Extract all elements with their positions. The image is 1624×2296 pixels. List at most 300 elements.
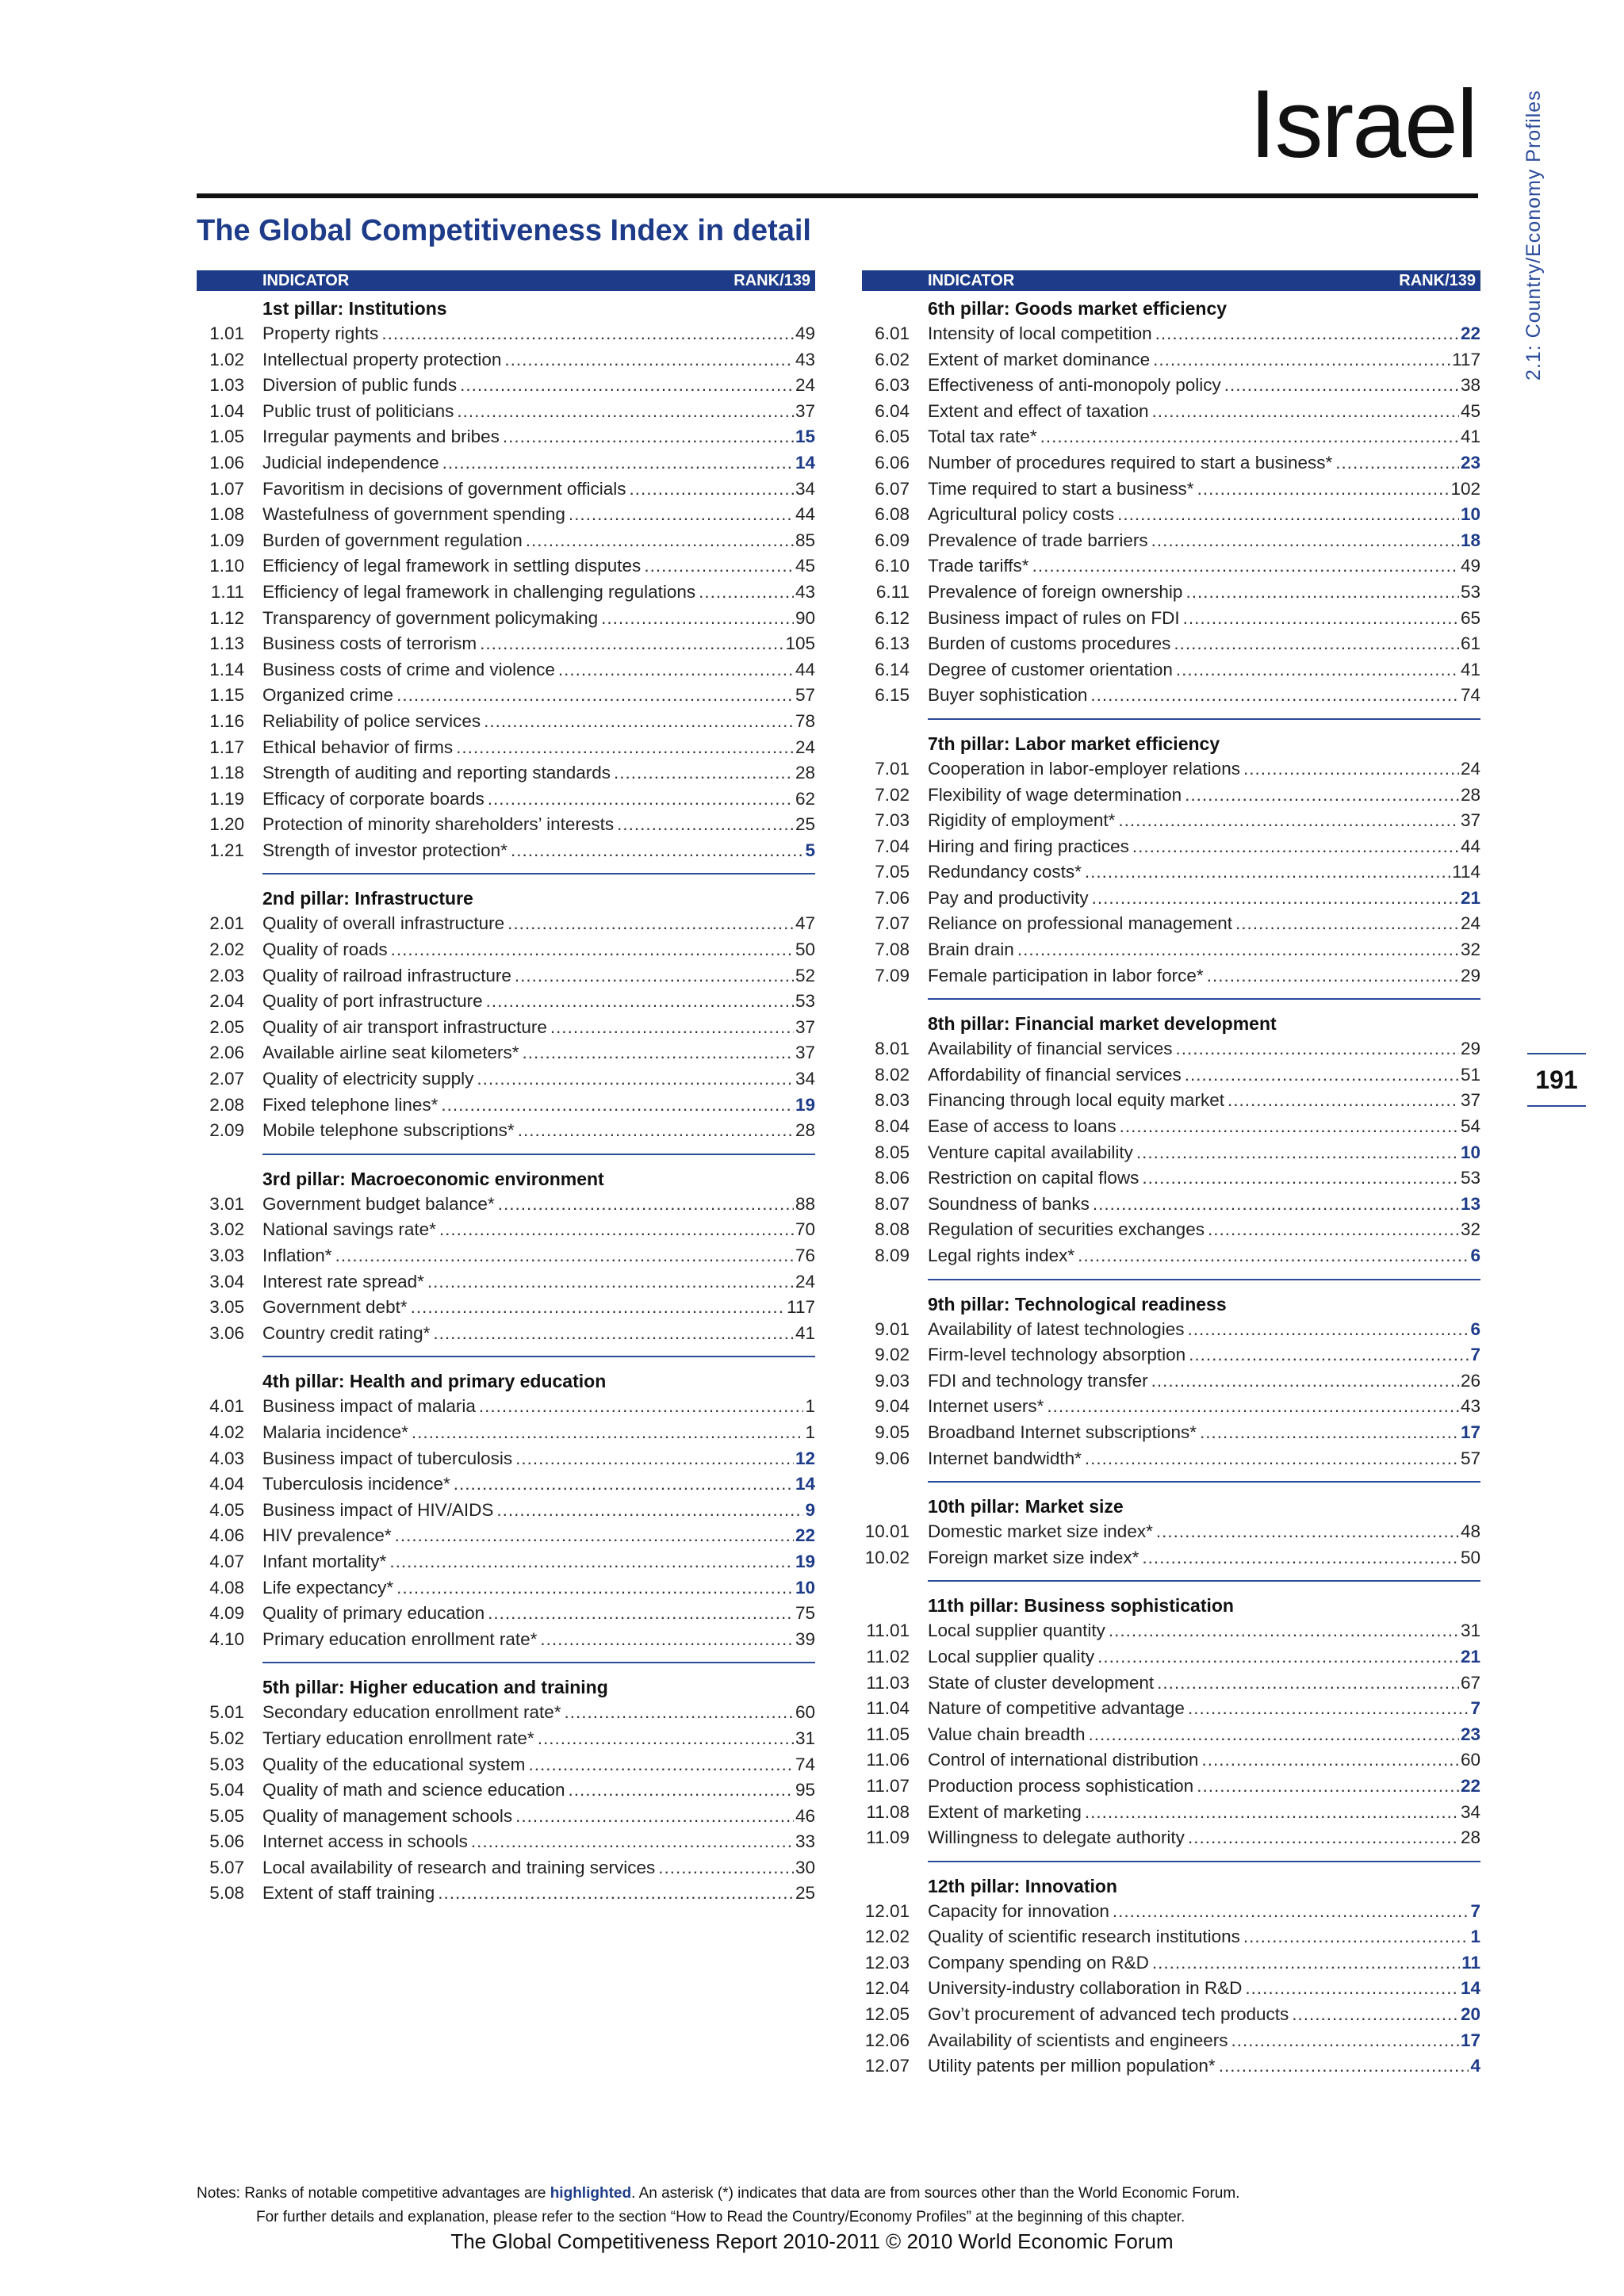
indicator-label: Government budget balance* [262, 1193, 495, 1214]
indicator-number: 3.01 [209, 1193, 244, 1214]
indicator-row [875, 963, 1480, 989]
indicator-number: 6.03 [875, 375, 910, 396]
indicator-row [864, 1545, 1480, 1571]
indicator-row [875, 1420, 1480, 1446]
dot-leader [1151, 1368, 1459, 1395]
indicator-row [209, 399, 815, 425]
indicator-row [209, 1471, 815, 1498]
indicator-number: 1.02 [209, 349, 244, 369]
dot-leader [1292, 2002, 1459, 2028]
indicator-rank: 18 [1460, 530, 1480, 550]
country-name: Israel [1249, 70, 1477, 178]
indicator-rank: 30 [795, 1857, 815, 1877]
dot-leader [558, 657, 794, 683]
indicator-row [875, 1192, 1480, 1218]
indicator-label: Value chain breadth [928, 1724, 1086, 1744]
indicator-row [209, 1321, 815, 1347]
dot-leader [1085, 1800, 1459, 1826]
indicator-rank: 21 [1460, 887, 1480, 908]
indicator-rank: 23 [1460, 1724, 1480, 1744]
indicator-row [209, 321, 815, 347]
indicator-row [209, 1752, 815, 1778]
indicator-row [209, 1498, 815, 1524]
dot-leader [381, 321, 794, 347]
indicator-number: 7.07 [875, 913, 910, 934]
indicator-rank: 6 [1470, 1246, 1480, 1265]
indicator-rank: 45 [1460, 400, 1480, 421]
indicator-number: 8.03 [875, 1090, 910, 1111]
indicator-row [209, 812, 815, 838]
dot-leader [389, 1549, 794, 1575]
indicator-label: Local supplier quality [928, 1646, 1095, 1667]
indicator-row [209, 1627, 815, 1653]
dot-leader [1188, 1317, 1469, 1343]
indicator-label: Public trust of politicians [262, 400, 454, 421]
notes-line-1 [197, 2182, 1239, 2206]
indicator-row [209, 476, 815, 503]
indicator-rank: 37 [795, 1016, 815, 1037]
indicator-number: 2.08 [209, 1094, 244, 1115]
indicator-label: Government debt* [262, 1297, 408, 1318]
section-side-label: 2.1: Country/Economy Profiles [1522, 90, 1545, 381]
indicator-number: 1.07 [209, 478, 244, 499]
dot-leader [1188, 1696, 1469, 1722]
indicator-number: 5.01 [209, 1702, 244, 1723]
indicator-row [864, 2028, 1480, 2054]
indicator-row [209, 760, 815, 786]
indicator-number: 12.05 [864, 2004, 910, 2025]
indicator-rank: 1 [1470, 1927, 1480, 1947]
indicator-number: 12.02 [864, 1927, 910, 1947]
indicator-label: Irregular payments and bribes [262, 427, 500, 447]
dot-leader [1152, 1950, 1460, 1976]
dot-leader [441, 1093, 794, 1119]
indicator-label: Time required to start a business* [928, 478, 1194, 499]
indicator-number: 5.06 [209, 1831, 244, 1852]
indicator-label: Affordability of financial services [928, 1064, 1182, 1085]
indicator-rank: 57 [1460, 1448, 1480, 1468]
pillar-section [875, 1011, 1480, 1280]
indicator-rank: 6 [1470, 1318, 1480, 1339]
indicator-label: Pay and productivity [928, 887, 1089, 908]
indicator-label: Property rights [262, 323, 379, 343]
indicator-number: 4.07 [209, 1551, 244, 1571]
indicator-label: Life expectancy* [262, 1577, 394, 1598]
indicator-row [209, 1066, 815, 1093]
dot-leader [1092, 886, 1459, 912]
indicator-rank: 14 [795, 1474, 815, 1494]
dot-leader [1085, 1446, 1459, 1472]
right-table-body [862, 296, 1480, 2089]
indicator-number: 5.05 [209, 1805, 244, 1826]
indicator-label: Strength of auditing and reporting standards [262, 763, 611, 783]
indicator-rank: 17 [1460, 2030, 1480, 2050]
indicator-label: Quality of port infrastructure [262, 991, 483, 1012]
indicator-label: Favoritism in decisions of government officials [262, 478, 626, 499]
indicator-row [209, 1192, 815, 1218]
indicator-row [209, 1523, 815, 1549]
indicator-number: 4.08 [209, 1577, 244, 1598]
indicator-label: Strength of investor protection* [262, 840, 508, 860]
indicator-label: Regulation of securities exchanges [928, 1219, 1205, 1240]
indicator-row [864, 2053, 1480, 2080]
indicator-label: Internet access in schools [262, 1831, 468, 1852]
indicator-label: Quality of railroad infrastructure [262, 965, 511, 985]
indicator-rank: 10 [1460, 1142, 1480, 1162]
indicator-number: 11.05 [866, 1724, 910, 1744]
dot-leader [1151, 528, 1459, 554]
indicator-number: 6.04 [875, 400, 910, 421]
indicator-label: FDI and technology transfer [928, 1370, 1148, 1391]
indicator-row [875, 657, 1480, 683]
dot-leader [1185, 1062, 1459, 1089]
indicator-row [209, 989, 815, 1015]
indicator-number: 2.01 [209, 913, 244, 934]
indicator-label: Redundancy costs* [928, 862, 1082, 882]
indicator-number: 3.02 [209, 1219, 244, 1240]
notes-highlight-word: highlighted [550, 2185, 632, 2202]
indicator-row [210, 580, 815, 606]
dot-leader [1335, 450, 1459, 476]
indicator-row [875, 1140, 1480, 1166]
indicator-number: 11.02 [866, 1646, 910, 1667]
indicator-row [866, 1722, 1480, 1748]
indicator-label: Intensity of local competition [928, 323, 1152, 343]
indicator-number: 7.04 [875, 836, 910, 856]
page-number: 191 [1527, 1053, 1586, 1107]
indicator-rank: 7 [1470, 1345, 1480, 1365]
indicator-label: Number of procedures required to start a business* [928, 452, 1333, 473]
indicator-rank: 34 [795, 1069, 815, 1089]
indicator-number: 1.04 [209, 400, 244, 421]
indicator-number: 3.03 [209, 1246, 244, 1265]
indicator-number: 3.05 [209, 1297, 244, 1318]
indicator-rank: 38 [1460, 375, 1480, 396]
indicator-rank: 20 [1460, 2004, 1480, 2025]
pillar-title: 3rd pillar: Macroeconomic environment [262, 1168, 604, 1189]
indicator-label: Business impact of HIV/AIDS [262, 1499, 494, 1520]
indicator-label: Nature of competitive advantage [928, 1698, 1185, 1719]
dot-leader [617, 812, 794, 838]
indicator-rank: 14 [795, 452, 815, 473]
indicator-row [875, 756, 1480, 783]
indicator-number: 1.10 [209, 556, 244, 576]
indicator-label: Internet users* [928, 1396, 1044, 1417]
pillar-section [209, 1166, 815, 1358]
dot-leader [1090, 683, 1459, 709]
indicator-row [866, 1644, 1480, 1670]
dot-leader [427, 1269, 794, 1295]
indicator-label: Inflation* [262, 1246, 332, 1265]
indicator-number: 11.09 [866, 1827, 910, 1848]
indicator-number: 6.08 [875, 504, 910, 525]
indicator-number: 7.01 [875, 758, 910, 779]
dot-leader [1088, 1722, 1458, 1748]
indicator-rank: 46 [795, 1805, 815, 1826]
pillar-section [864, 1494, 1480, 1582]
indicator-row [209, 838, 815, 864]
indicator-number: 10.02 [864, 1547, 910, 1567]
indicator-number: 9.05 [875, 1422, 910, 1442]
indicator-number: 6.06 [875, 452, 910, 473]
indicator-rank: 88 [795, 1193, 815, 1214]
indicator-label: University-industry collaboration in R&D [928, 1978, 1243, 1999]
indicator-number: 8.01 [875, 1039, 910, 1059]
dot-leader [496, 1498, 803, 1524]
indicator-row [209, 631, 815, 657]
pillar-title: 5th pillar: Higher education and training [262, 1677, 608, 1698]
indicator-rank: 53 [795, 991, 815, 1012]
indicator-number: 6.15 [875, 685, 910, 706]
indicator-number: 1.21 [209, 840, 244, 860]
indicator-row [209, 1446, 815, 1472]
dot-leader [1078, 1243, 1469, 1269]
indicator-label: HIV prevalence* [262, 1525, 392, 1546]
dot-leader [1201, 1747, 1459, 1774]
pillar-section [209, 886, 815, 1154]
indicator-label: Transparency of government policymaking [262, 607, 599, 628]
dot-leader [391, 937, 794, 963]
indicator-number: 11.08 [866, 1801, 910, 1822]
indicator-number: 3.06 [209, 1322, 244, 1343]
dot-leader [1047, 1394, 1459, 1420]
indicator-label: Efficiency of legal framework in challenging regulations [262, 581, 696, 602]
dot-leader [538, 1726, 794, 1752]
indicator-number: 7.08 [875, 939, 910, 960]
indicator-rank: 44 [795, 659, 815, 679]
indicator-number: 9.01 [875, 1318, 910, 1339]
dot-leader [1228, 1088, 1459, 1114]
indicator-number: 1.09 [209, 530, 244, 550]
indicator-row [875, 1036, 1480, 1062]
indicator-number: 12.04 [864, 1978, 910, 1999]
column-header [862, 270, 1480, 291]
indicator-row [209, 1601, 815, 1627]
dot-leader [438, 1881, 794, 1907]
indicator-number: 1.14 [209, 659, 244, 679]
dot-leader [515, 1804, 794, 1830]
indicator-rank: 13 [1460, 1193, 1480, 1214]
indicator-rank: 37 [1460, 810, 1480, 831]
indicator-number: 7.06 [875, 887, 910, 908]
indicator-row [875, 1062, 1480, 1089]
indicator-label: Brain drain [928, 939, 1014, 960]
indicator-row [209, 1394, 815, 1420]
dot-leader [508, 911, 794, 937]
indicator-label: Flexibility of wage determination [928, 784, 1182, 805]
indicator-number: 11.07 [866, 1775, 910, 1796]
indicator-rank: 34 [795, 478, 815, 499]
indicator-number: 6.01 [875, 323, 910, 343]
pillar-section [875, 1292, 1480, 1483]
dot-leader [1243, 756, 1459, 783]
indicator-number: 1.19 [209, 788, 244, 809]
indicator-row [209, 786, 815, 813]
indicator-row [866, 1670, 1480, 1697]
indicator-label: Buyer sophistication [928, 685, 1088, 706]
indicator-row [209, 424, 815, 450]
indicator-number: 1.08 [209, 504, 244, 525]
indicator-rank: 57 [795, 685, 815, 706]
dot-leader [1156, 1519, 1459, 1545]
indicator-rank: 47 [795, 913, 815, 934]
dot-leader [1231, 2028, 1459, 2054]
indicator-row [866, 1825, 1480, 1851]
indicator-rank: 25 [795, 1883, 815, 1904]
indicator-label: Firm-level technology absorption [928, 1345, 1186, 1365]
indicator-row [875, 502, 1480, 528]
dot-leader [540, 1627, 794, 1653]
notes-rest: . An asterisk (*) indicates that data are from sources other than the World Economic Forum. [631, 2185, 1240, 2202]
pillar-title: 10th pillar: Market size [928, 1496, 1124, 1517]
indicator-number: 1.03 [209, 375, 244, 396]
notes [197, 2182, 1239, 2229]
indicator-row [209, 1829, 815, 1855]
indicator-row [209, 1243, 815, 1269]
indicator-label: Malaria incidence* [262, 1422, 408, 1442]
dot-leader [630, 476, 794, 503]
indicator-header: INDICATOR [928, 272, 1015, 289]
indicator-rank: 22 [1460, 323, 1480, 343]
footer: The Global Competitiveness Report 2010-2011 © 2010 World Economic Forum [450, 2229, 1174, 2253]
indicator-rank: 41 [1460, 659, 1480, 679]
dot-leader [523, 1040, 794, 1066]
indicator-number: 6.07 [875, 478, 910, 499]
indicator-label: Effectiveness of anti-monopoly policy [928, 375, 1221, 396]
dot-leader [1188, 1825, 1459, 1851]
indicator-label: Cooperation in labor-employer relations [928, 758, 1240, 779]
pillar-title: 4th pillar: Health and primary education [262, 1371, 607, 1392]
indicator-label: Gov’t procurement of advanced tech products [928, 2004, 1289, 2025]
pillar-section [209, 296, 815, 874]
indicator-label: Availability of scientists and engineers [928, 2030, 1228, 2050]
indicator-number: 2.07 [209, 1069, 244, 1089]
indicator-number: 5.02 [209, 1728, 244, 1748]
indicator-number: 12.01 [864, 1900, 910, 1921]
indicator-label: Prevalence of trade barriers [928, 530, 1148, 550]
indicator-row [875, 373, 1480, 399]
notes-line-2: For further details and explanation, please refer to the section “How to Read the Country/Economy Profiles” at the beginning of this chapter. [256, 2209, 1185, 2225]
indicator-row [864, 1976, 1480, 2002]
indicator-row [209, 1295, 815, 1321]
indicator-label: Trade tariffs* [928, 556, 1029, 576]
indicator-rank: 31 [795, 1728, 815, 1748]
indicator-row [875, 1317, 1480, 1343]
dot-leader [396, 1575, 794, 1601]
dot-leader [526, 528, 794, 554]
indicator-label: Intellectual property protection [262, 349, 502, 369]
indicator-label: Total tax rate* [928, 427, 1037, 447]
indicator-row [875, 1114, 1480, 1140]
indicator-row [875, 1243, 1480, 1269]
indicator-number: 12.07 [864, 2056, 910, 2076]
indicator-row [209, 937, 815, 963]
dot-leader [568, 1777, 793, 1804]
indicator-label: Legal rights index* [928, 1246, 1075, 1265]
indicator-label: Efficacy of corporate boards [262, 788, 485, 809]
pillar-title: 2nd pillar: Infrastructure [262, 888, 473, 909]
indicator-label: Secondary education enrollment rate* [262, 1702, 561, 1723]
pillar-title: 12th pillar: Innovation [928, 1875, 1117, 1896]
dot-leader [518, 1118, 794, 1144]
indicator-rank: 45 [795, 556, 815, 576]
indicator-label: Tertiary education enrollment rate* [262, 1728, 534, 1748]
dot-leader [1189, 1342, 1469, 1368]
indicator-rank: 24 [795, 737, 815, 757]
indicator-rank: 50 [795, 939, 815, 960]
indicator-number: 5.08 [209, 1883, 244, 1904]
indicator-label: Restriction on capital flows [928, 1168, 1139, 1188]
indicator-label: Diversion of public funds [262, 375, 458, 396]
indicator-rank: 44 [1460, 836, 1480, 856]
dot-leader [1197, 476, 1450, 503]
indicator-rank: 90 [795, 607, 815, 628]
indicator-label: Broadband Internet subscriptions* [928, 1422, 1197, 1442]
dot-leader [1152, 399, 1459, 425]
left-column [197, 270, 815, 1927]
indicator-rank: 17 [1460, 1422, 1480, 1442]
dot-leader [1174, 631, 1459, 657]
indicator-rank: 60 [1460, 1750, 1480, 1770]
indicator-label: Interest rate spread* [262, 1271, 424, 1292]
indicator-row [875, 553, 1480, 580]
indicator-number: 11.04 [866, 1698, 910, 1719]
indicator-number: 2.04 [209, 991, 244, 1012]
dot-leader [1243, 1924, 1469, 1950]
dot-leader [486, 989, 794, 1015]
indicator-rank: 52 [795, 965, 815, 985]
dot-leader [1197, 1774, 1459, 1800]
indicator-label: Prevalence of foreign ownership [928, 581, 1183, 602]
dot-leader [1085, 859, 1450, 886]
indicator-row [209, 1040, 815, 1066]
pillar-title: 7th pillar: Labor market efficiency [928, 733, 1220, 754]
indicator-row [875, 347, 1480, 373]
indicator-label: Availability of latest technologies [928, 1318, 1185, 1339]
dot-leader [1157, 1670, 1459, 1697]
indicator-rank: 39 [795, 1628, 815, 1649]
indicator-rank: 31 [1460, 1621, 1480, 1641]
indicator-row [864, 1950, 1480, 1976]
indicator-number: 2.05 [209, 1016, 244, 1037]
dot-leader [601, 606, 794, 632]
indicator-label: Availability of financial services [928, 1039, 1173, 1059]
indicator-label: Quality of scientific research institutions [928, 1927, 1240, 1947]
indicator-row [209, 1015, 815, 1041]
dot-leader [439, 1217, 794, 1243]
indicator-rank: 7 [1470, 1900, 1480, 1921]
indicator-rank: 1 [805, 1396, 815, 1417]
indicator-number: 4.04 [209, 1474, 244, 1494]
indicator-rank: 65 [1460, 607, 1480, 628]
indicator-rank: 32 [1460, 1219, 1480, 1240]
indicator-label: Fixed telephone lines* [262, 1094, 439, 1115]
indicator-number: 1.18 [209, 763, 244, 783]
indicator-row [209, 657, 815, 683]
indicator-row [866, 1800, 1480, 1826]
indicator-rank: 24 [795, 375, 815, 396]
indicator-number: 8.09 [875, 1246, 910, 1265]
indicator-label: Agricultural policy costs [928, 504, 1115, 525]
dot-leader [1183, 606, 1459, 632]
indicator-row [209, 528, 815, 554]
indicator-label: Venture capital availability [928, 1142, 1133, 1162]
dot-leader [1017, 937, 1459, 963]
indicator-rank: 43 [1460, 1396, 1480, 1417]
indicator-number: 1.16 [209, 710, 244, 731]
dot-leader [1176, 657, 1459, 683]
dot-leader [480, 631, 783, 657]
